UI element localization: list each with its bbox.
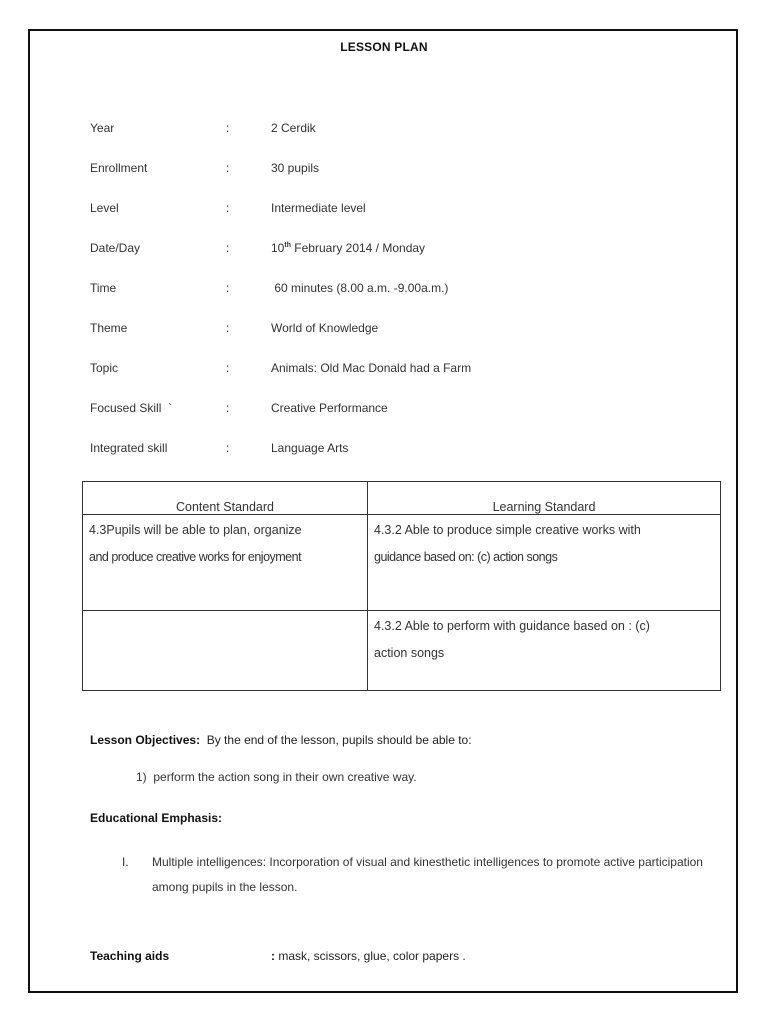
learning-standard-cell <box>368 515 721 611</box>
learning-standard-cell <box>368 611 721 691</box>
info-row-focused-skill <box>0 401 768 421</box>
info-value: Intermediate level <box>271 201 366 215</box>
lesson-objectives-line <box>90 733 472 747</box>
cell-line: action songs <box>374 646 445 660</box>
cell-line: 4.3Pupils will be able to plan, organize <box>89 523 302 537</box>
info-value: 2 Cerdik <box>271 121 316 135</box>
cell-line: and produce creative works for enjoyment <box>89 550 302 564</box>
standards-table <box>82 481 721 691</box>
content-standard-cell <box>83 611 368 691</box>
teaching-aids-line <box>90 949 169 963</box>
info-row-topic <box>0 361 768 381</box>
info-value: 30 pupils <box>271 161 320 175</box>
table-header-row <box>83 482 721 515</box>
info-label: Level <box>90 201 119 215</box>
info-colon: : <box>226 121 230 135</box>
table-row <box>83 515 721 611</box>
info-colon: : <box>226 361 230 375</box>
info-colon: : <box>226 281 230 295</box>
teaching-aids-value <box>271 949 466 963</box>
info-row-level <box>0 201 768 221</box>
info-value: Animals: Old Mac Donald had a Farm <box>271 361 472 375</box>
info-label: Time <box>90 281 117 295</box>
info-row-year <box>0 121 768 141</box>
info-colon: : <box>226 441 230 455</box>
info-label: Integrated skill <box>90 441 168 455</box>
list-text: perform the action song in their own creative way. <box>153 770 417 784</box>
info-value <box>271 241 425 255</box>
educational-emphasis-heading: Educational Emphasis: <box>90 811 223 825</box>
info-label: Focused Skill ` <box>90 401 173 415</box>
list-marker: I. <box>122 855 129 869</box>
info-row-theme <box>0 321 768 341</box>
info-label: Theme <box>90 321 128 335</box>
info-value: 60 minutes (8.00 a.m. -9.00a.m.) <box>271 281 449 295</box>
educational-emphasis-line <box>90 811 222 825</box>
info-row-time <box>0 281 768 301</box>
info-label: Year <box>90 121 115 135</box>
teaching-aids-colon: : <box>271 949 275 963</box>
teaching-aids-heading: Teaching aids <box>90 949 170 963</box>
info-value: Creative Performance <box>271 401 388 415</box>
info-value: Language Arts <box>271 441 349 455</box>
cell-line: 4.3.2 Able to perform with guidance based on : (c) <box>374 619 650 633</box>
info-colon: : <box>226 321 230 335</box>
lesson-objectives-intro: By the end of the lesson, pupils should be able to: <box>206 733 472 747</box>
info-list <box>0 0 768 480</box>
lesson-objectives-heading: Lesson Objectives: <box>90 733 201 747</box>
teaching-aids-text: mask, scissors, glue, color papers . <box>275 949 466 963</box>
cell-line: 4.3.2 Able to produce simple creative works with <box>374 523 641 537</box>
info-colon: : <box>226 401 230 415</box>
info-label: Enrollment <box>90 161 148 175</box>
info-colon: : <box>226 241 230 255</box>
date-day-number: 10 <box>271 241 285 255</box>
content-standard-cell <box>83 515 368 611</box>
info-row-date <box>0 241 768 261</box>
info-value: World of Knowledge <box>271 321 379 335</box>
page-title: LESSON PLAN <box>340 40 428 54</box>
date-rest: February 2014 / Monday <box>290 241 426 255</box>
list-marker: 1) <box>136 770 147 784</box>
info-label: Date/Day <box>90 241 141 255</box>
objective-item <box>136 770 417 784</box>
info-colon: : <box>226 161 230 175</box>
info-colon: : <box>226 201 230 215</box>
content-standard-header: Content Standard <box>83 482 368 515</box>
cell-line: guidance based on: (c) action songs <box>374 550 558 564</box>
table-row <box>83 611 721 691</box>
date-ordinal-suffix: th <box>284 242 291 249</box>
emphasis-item-text: Multiple intelligences: Incorporation of visual and kinesthetic intelligences to promote active participation among pupils in the lesson. <box>152 855 703 894</box>
info-row-enrollment <box>0 161 768 181</box>
learning-standard-header: Learning Standard <box>368 482 721 515</box>
info-label: Topic <box>90 361 119 375</box>
info-row-integrated-skill <box>0 441 768 461</box>
